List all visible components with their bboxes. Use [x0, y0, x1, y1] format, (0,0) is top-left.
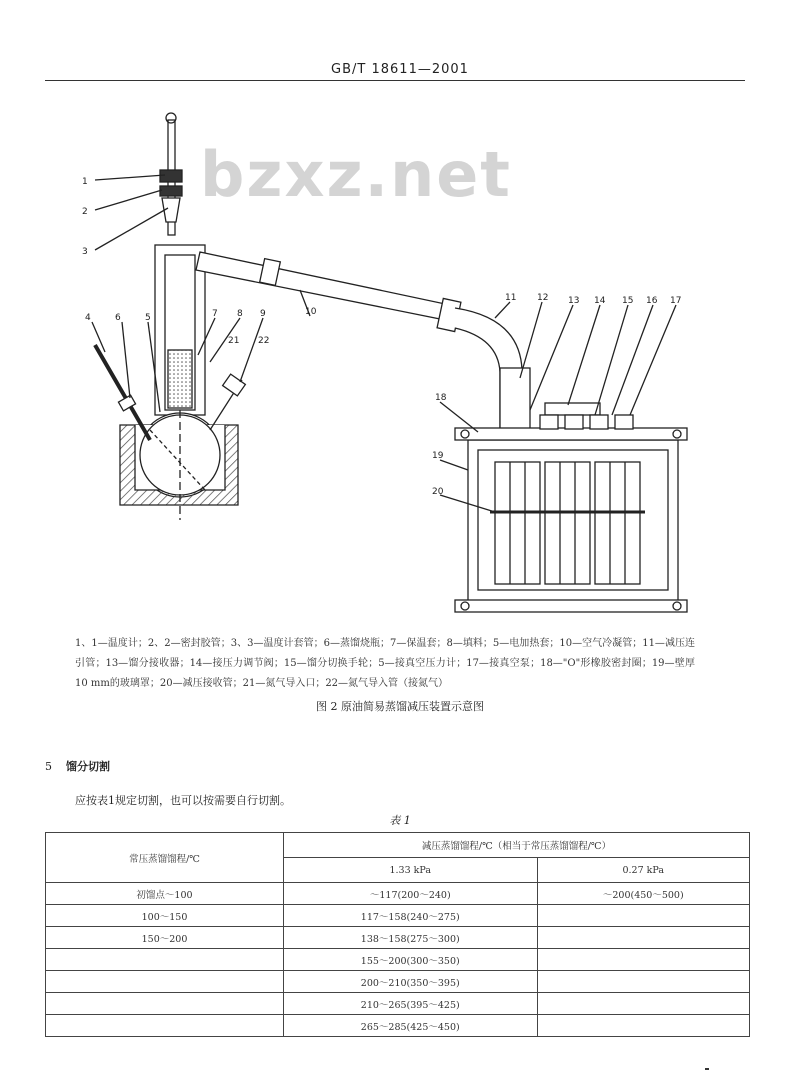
table-row — [46, 949, 750, 971]
section-heading — [45, 758, 110, 774]
table-row — [46, 993, 750, 1015]
label-6: 6 — [115, 313, 121, 323]
cell: 117～158(240～275) — [284, 905, 538, 927]
cell: 210～265(395～425) — [284, 993, 538, 1015]
cell — [537, 971, 749, 993]
cell: 150～200 — [46, 927, 284, 949]
cell — [46, 971, 284, 993]
label-7: 7 — [212, 309, 218, 319]
receiver-adapter-11 — [500, 368, 530, 433]
cell — [537, 949, 749, 971]
label-20: 20 — [432, 487, 444, 497]
label-2: 2 — [82, 207, 88, 217]
cell: 138～158(275～300) — [284, 927, 538, 949]
header-atmos: 常压蒸馏馏程/℃ — [46, 833, 284, 883]
cell — [46, 1015, 284, 1037]
label-1: 1 — [82, 177, 88, 187]
cell — [46, 949, 284, 971]
table-row — [46, 905, 750, 927]
label-12: 12 — [537, 293, 549, 303]
label-16: 16 — [646, 296, 658, 306]
figure-title: 图 2 原油简易蒸馏减压装置示意图 — [316, 700, 484, 713]
cell — [537, 993, 749, 1015]
label-18: 18 — [435, 393, 447, 403]
table-title: 表 1 — [389, 814, 411, 827]
cell: 200～210(350～395) — [284, 971, 538, 993]
label-22: 22 — [258, 336, 270, 346]
cut-table — [45, 832, 750, 1037]
figure-legend: 1、1—温度计；2、2—密封胶管；3、3—温度计套管；6—蒸馏烧瓶；7—保温套；8—填料；5—电加热套；10—空气冷凝管；11—减压连引管；13—馏分接收器；14—接压力调节阀；15—馏分切换手轮；5—接真空压力计；17—接真空泵；18—"O"形橡胶密封圈；19—壁厚10 mm的玻璃罩；20—减压接收管；21—氮气导入口；22—氮气导入管（接氮气） — [75, 638, 695, 689]
cell: 265～285(425～450) — [284, 1015, 538, 1037]
header-sub-2: 0.27 kPa — [537, 858, 749, 883]
label-19: 19 — [432, 451, 444, 461]
label-3: 3 — [82, 247, 88, 257]
table-row — [46, 1015, 750, 1037]
label-10: 10 — [305, 307, 317, 317]
header-sub-1: 1.33 kPa — [284, 858, 538, 883]
header-rule — [45, 80, 745, 81]
label-13: 13 — [568, 296, 580, 306]
air-condenser-10 — [196, 252, 455, 322]
label-15: 15 — [622, 296, 634, 306]
body-paragraph: 应按表1规定切割，也可以按需要自行切割。 — [75, 794, 291, 807]
section-title: 馏分切割 — [66, 760, 110, 773]
section-number: 5 — [45, 760, 52, 773]
label-14: 14 — [594, 296, 606, 306]
label-11: 11 — [505, 293, 517, 303]
cell — [537, 927, 749, 949]
packing-8 — [168, 350, 192, 408]
cell: ～117(200～240) — [284, 883, 538, 905]
page-header: GB/T 18611—2001 — [331, 62, 469, 77]
label-21: 21 — [228, 336, 240, 346]
label-8: 8 — [237, 309, 243, 319]
cell — [46, 993, 284, 1015]
label-9: 9 — [260, 309, 266, 319]
receiver-tubes-20 — [490, 462, 645, 584]
header-vacuum-group: 减压蒸馏馏程/℃（相当于常压蒸馏馏程/℃） — [284, 833, 750, 858]
watermark-text: bzxz.net — [200, 138, 512, 211]
cell: 初馏点～100 — [46, 883, 284, 905]
cell — [537, 1015, 749, 1037]
label-4: 4 — [85, 313, 91, 323]
cell: 155～200(300～350) — [284, 949, 538, 971]
table-row — [46, 971, 750, 993]
page-mark — [705, 1068, 709, 1070]
cell: ～200(450～500) — [537, 883, 749, 905]
table-row — [46, 927, 750, 949]
cell — [537, 905, 749, 927]
cell: 100～150 — [46, 905, 284, 927]
table-row — [46, 883, 750, 905]
label-5: 5 — [145, 313, 151, 323]
label-17: 17 — [670, 296, 682, 306]
